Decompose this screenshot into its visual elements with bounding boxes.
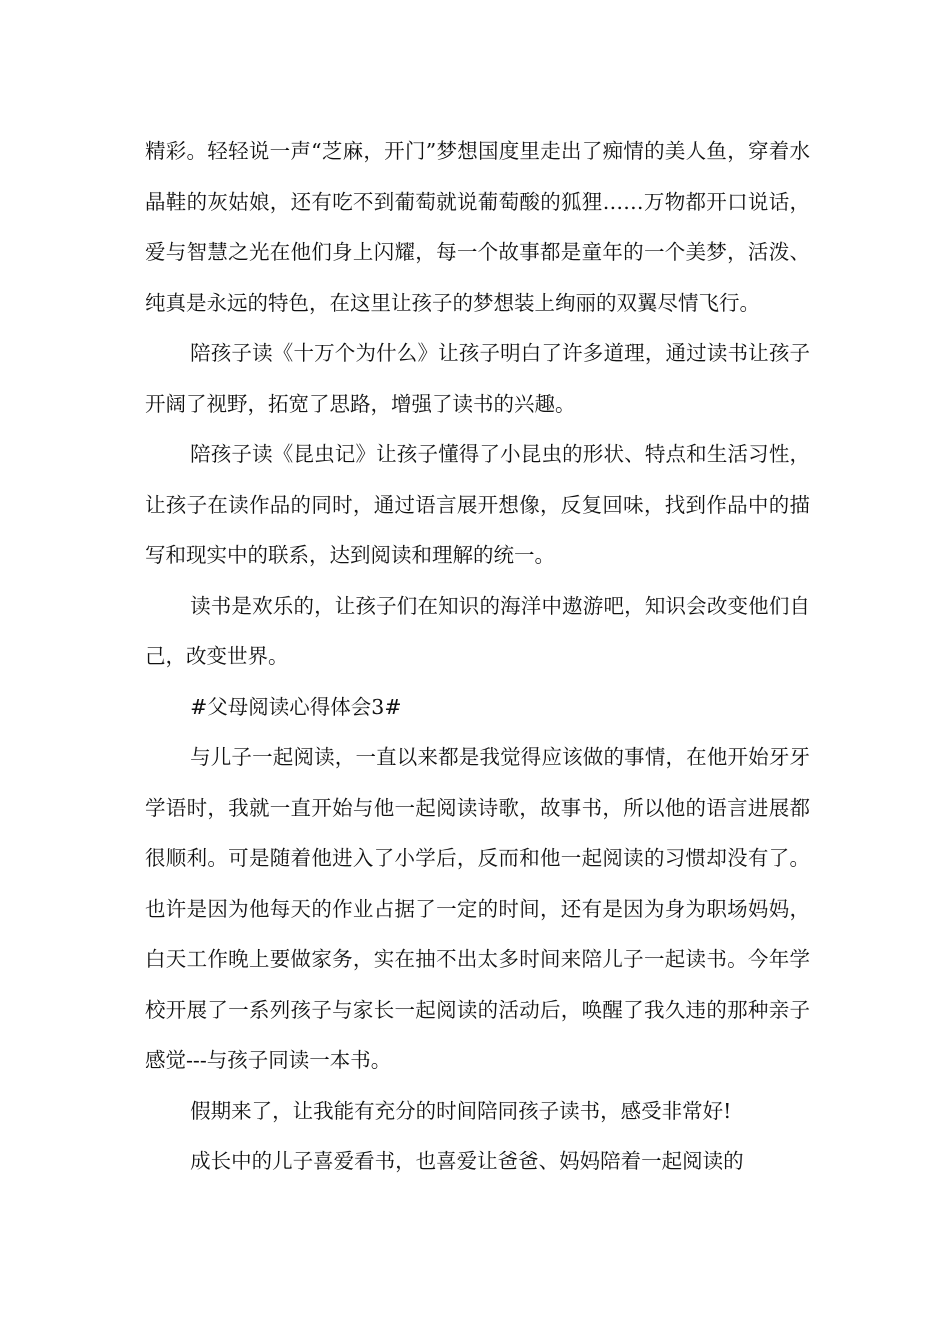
- paragraph-fairy-tales: 精彩。轻轻说一声“芝麻，开门”梦想国度里走出了痴情的美人鱼，穿着水晶鞋的灰姑娘，还有吃不到葡萄就说葡萄酸的狐狸……万物都开口说话，爱与智慧之光在他们身上闪耀，每一个故事都是童年的一个美梦，活泼、纯真是永远的特色，在这里让孩子的梦想装上绚丽的双翼尽情飞行。: [145, 139, 810, 315]
- paragraph-reading-with-son: 与儿子一起阅读，一直以来都是我觉得应该做的事情，在他开始牙牙学语时，我就一直开始与他一起阅读诗歌，故事书，所以他的语言进展都很顺利。可是随着他进入了小学后，反而和他一起阅读的习惯却没有了。也许是因为他每天的作业占据了一定的时间，还有是因为身为职场妈妈，白天工作晚上要做家务，实在抽不出太多时间来陪儿子一起读书。今年学校开展了一系列孩子与家长一起阅读的活动后，唤醒了我久违的那种亲子感觉---与孩子同读一本书。: [145, 745, 810, 1072]
- paragraph-reading-joy: 读书是欢乐的，让孩子们在知识的海洋中遨游吧，知识会改变他们自己，改变世界。: [145, 593, 810, 668]
- paragraph-growing-son: 成长中的儿子喜爱看书，也喜爱让爸爸、妈妈陪着一起阅读的: [190, 1149, 744, 1173]
- paragraph-holiday: 假期来了，让我能有充分的时间陪同孩子读书，感受非常好!: [190, 1098, 732, 1123]
- section-heading: #父母阅读心得体会3#: [190, 694, 402, 719]
- document-body: [145, 126, 810, 1187]
- paragraph-why-book: 陪孩子读《十万个为什么》让孩子明白了许多道理，通过读书让孩子开阔了视野，拓宽了思路，增强了读书的兴趣。: [145, 341, 810, 416]
- paragraph-insect-book: 陪孩子读《昆虫记》让孩子懂得了小昆虫的形状、特点和生活习性，让孩子在读作品的同时，通过语言展开想像，反复回味，找到作品中的描写和现实中的联系，达到阅读和理解的统一。: [145, 442, 810, 567]
